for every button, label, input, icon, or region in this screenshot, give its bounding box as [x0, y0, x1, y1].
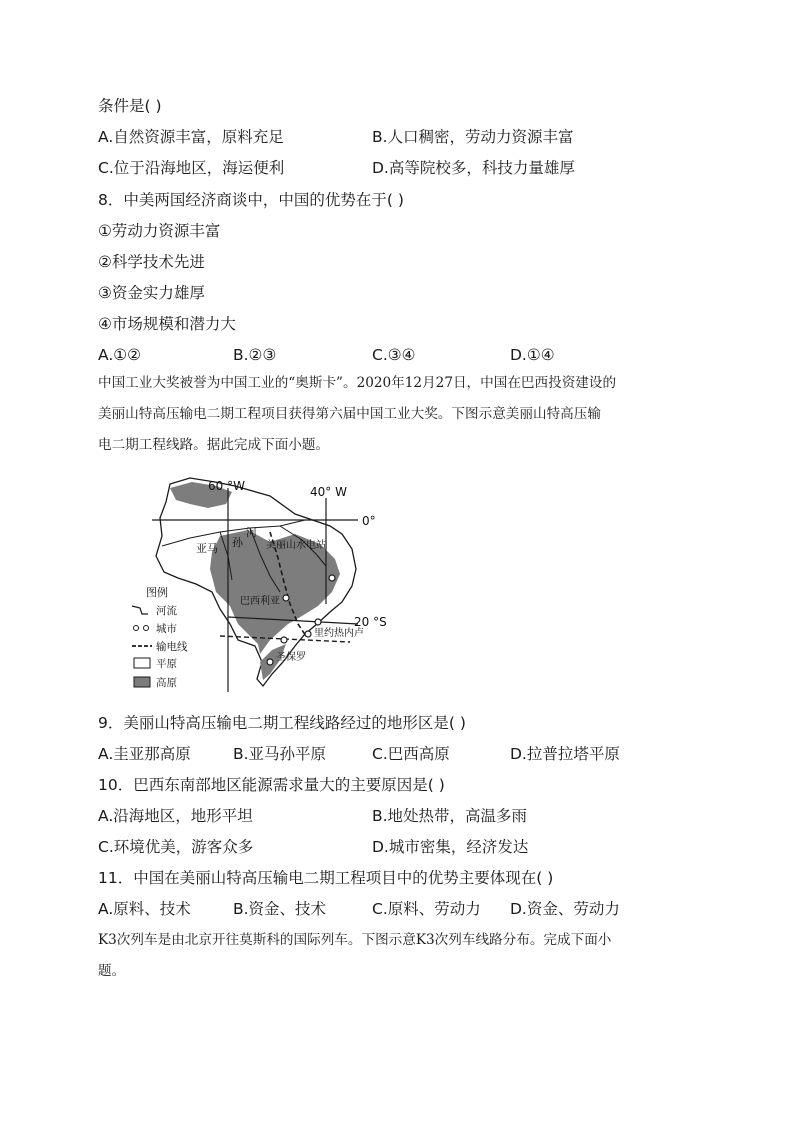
q8-item-2: ②科学技术先进 — [98, 253, 205, 271]
q8-option-a: A.①② — [98, 346, 142, 364]
q8-option-b: B.②③ — [233, 346, 277, 364]
city-rio-dot — [315, 619, 321, 625]
q9-option-d: D.拉普拉塔平原 — [510, 745, 620, 763]
q11-stem: 11．中国在美丽山特高压输电二期工程项目中的优势主要体现在( ) — [98, 869, 554, 887]
q11-option-b: B.资金、技术 — [233, 900, 327, 918]
q8-item-4: ④市场规模和潜力大 — [98, 315, 236, 333]
legend-plateau-label: 高原 — [156, 677, 177, 689]
q11-option-a: A.原料、技术 — [98, 900, 191, 918]
label-equator: 0° — [362, 514, 376, 528]
q7-option-c: C.位于沿海地区，海运便利 — [98, 159, 285, 177]
legend-river-symbol — [132, 606, 148, 614]
city-coast-dot-2 — [305, 631, 311, 637]
city-south-dot — [267, 659, 273, 665]
passage-2-line-1: K3次列车是由北京开往莫斯科的国际列车。下图示意K3次列车线路分布。完成下面小 — [98, 932, 612, 948]
label-20s: 20 °S — [354, 615, 387, 629]
label-60w: 60 °W — [208, 479, 245, 493]
label-brasilia: 巴西利亚 — [240, 596, 280, 607]
legend-city-symbol-2 — [144, 626, 149, 631]
brazil-map — [120, 474, 400, 694]
q11-option-c: C.原料、劳动力 — [372, 900, 481, 918]
q9-option-c: C.巴西高原 — [372, 745, 450, 763]
q10-option-d: D.城市密集，经济发达 — [372, 838, 529, 856]
q9-option-a: A.圭亚那高原 — [98, 745, 191, 763]
legend-plain-label: 平原 — [156, 658, 177, 670]
q8-stem: 8．中美两国经济商谈中，中国的优势在于( ) — [98, 191, 404, 209]
q10-option-a: A.沿海地区，地形平坦 — [98, 807, 253, 825]
q10-option-c: C.环境优美，游客众多 — [98, 838, 254, 856]
label-hydro-station: 美丽山水电站 — [266, 540, 326, 551]
q7-option-a: A.自然资源丰富，原料充足 — [98, 128, 284, 146]
map-legend — [132, 585, 188, 689]
q8-option-c: C.③④ — [372, 346, 416, 364]
q9-option-b: B.亚马孙平原 — [233, 745, 327, 763]
q7-option-d: D.高等院校多，科技力量雄厚 — [372, 159, 575, 177]
passage-1-line-1: 中国工业大奖被誉为中国工业的“奥斯卡”。2020年12月27日，中国在巴西投资建设的 — [98, 375, 617, 391]
label-rio: 里约热内卢 — [314, 628, 364, 639]
label-saopaulo: 圣保罗 — [276, 652, 306, 663]
q10-option-b: B.地处热带，高温多雨 — [372, 807, 528, 825]
q8-option-d: D.①④ — [510, 346, 555, 364]
legend-title: 图例 — [146, 586, 168, 599]
q9-stem: 9．美丽山特高压输电二期工程线路经过的地形区是( ) — [98, 714, 466, 732]
q10-stem: 10．巴西东南部地区能源需求量大的主要原因是( ) — [98, 776, 445, 794]
legend-plateau-symbol — [134, 677, 150, 687]
q11-option-d: D.资金、劳动力 — [510, 900, 620, 918]
passage-1 — [98, 368, 708, 461]
legend-city-label: 城市 — [156, 623, 177, 635]
label-river-yama: 亚马 — [196, 542, 218, 555]
city-brasilia-dot — [283, 595, 289, 601]
city-saopaulo-dot — [281, 637, 287, 643]
legend-line-label: 输电线 — [156, 641, 188, 653]
label-40w: 40° W — [310, 485, 347, 499]
q7-option-b: B.人口稠密，劳动力资源丰富 — [372, 128, 574, 146]
city-coast-dot-1 — [329, 575, 335, 581]
legend-river-label: 河流 — [156, 605, 177, 617]
passage-1-line-3: 电二期工程线路。据此完成下面小题。 — [98, 437, 330, 453]
legend-plain-symbol — [134, 658, 150, 668]
passage-1-line-2: 美丽山特高压输电二期工程项目获得第六届中国工业大奖。下图示意美丽山特高压输 — [98, 406, 601, 422]
legend-city-symbol-1 — [134, 626, 139, 631]
q7-stem-tail: 条件是( ) — [98, 97, 162, 115]
passage-2 — [98, 925, 708, 987]
label-river-sun: 孙 — [232, 536, 243, 549]
q8-item-1: ①劳动力资源丰富 — [98, 222, 221, 240]
q8-item-3: ③资金实力雄厚 — [98, 284, 205, 302]
label-river-he: 河 — [246, 526, 257, 539]
passage-2-line-2: 题。 — [98, 963, 126, 979]
